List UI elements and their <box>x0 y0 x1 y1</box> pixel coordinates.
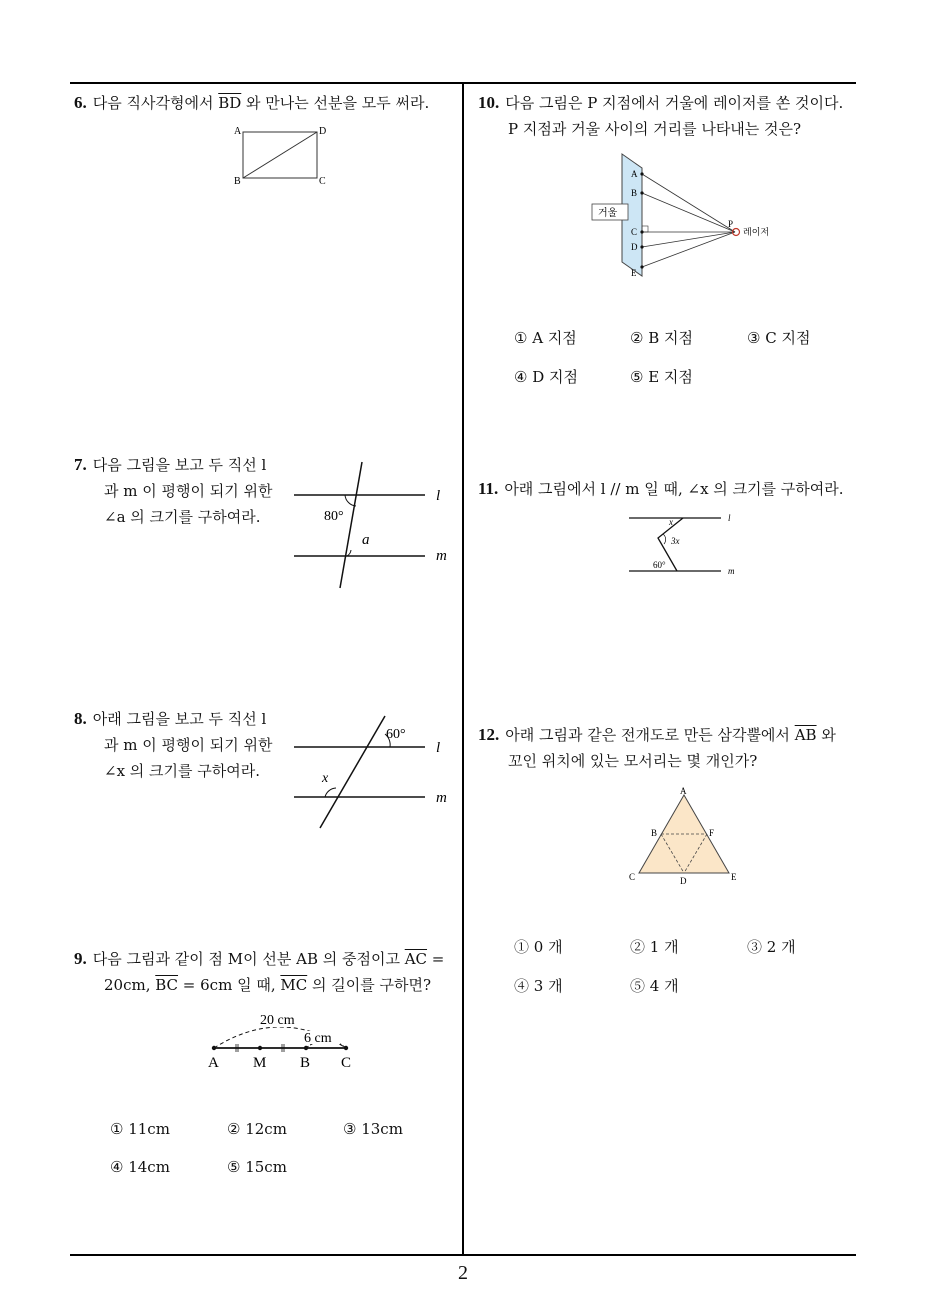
label-6cm: 6 cm <box>304 1031 332 1046</box>
question-number: 7. <box>74 455 87 474</box>
question-text: 20cm, <box>104 976 156 994</box>
choice-2[interactable]: ② 1 개 <box>630 938 679 956</box>
angle-x-label: x <box>322 771 329 786</box>
parallel-lines-figure-8 <box>290 712 460 837</box>
rectangle-figure <box>230 122 330 188</box>
transversal <box>340 462 362 588</box>
label-c: C <box>319 176 326 187</box>
line-l-label: l <box>436 740 441 756</box>
question-text: 다음 그림은 P 지점에서 거울에 레이저를 쏜 것이다. <box>505 94 844 112</box>
question-text: 의 길이를 구하면? <box>307 976 431 994</box>
choice-5[interactable]: ⑤ 4 개 <box>630 977 679 995</box>
choice-5[interactable]: ⑤ E 지점 <box>630 368 693 386</box>
question-9 <box>74 946 458 998</box>
choice-1[interactable]: ① A 지점 <box>514 329 577 347</box>
line-l-label: l <box>436 488 441 504</box>
label-e: E <box>631 268 637 278</box>
label-m: M <box>253 1055 267 1071</box>
label-f: F <box>709 828 715 838</box>
label-d: D <box>631 242 638 252</box>
label-b: B <box>631 188 638 198</box>
label-d: D <box>319 126 327 137</box>
label-c: C <box>631 227 638 237</box>
question-text: 꼬인 위치에 있는 모서리는 몇 개인가? <box>508 752 758 770</box>
label-b: B <box>651 828 658 838</box>
angle-arc-x <box>325 788 336 797</box>
question-7 <box>74 452 294 530</box>
question-text: 과 m 이 평행이 되기 위한 <box>104 736 273 754</box>
label-60: 60° <box>653 560 666 570</box>
point-m <box>258 1046 262 1050</box>
segment-label: $\overline{MC}$ <box>280 976 308 994</box>
question-text: 다음 직사각형에서 <box>92 94 219 112</box>
question-text: 와 만나는 선분을 모두 써라. <box>241 94 430 112</box>
zigzag-figure <box>625 510 755 580</box>
question-number: 10. <box>478 93 500 112</box>
question-text: 아래 그림을 보고 두 직선 l <box>92 710 267 728</box>
choice-1[interactable]: ① 11cm <box>110 1120 170 1138</box>
choice-4[interactable]: ④ 3 개 <box>514 977 563 995</box>
label-d: D <box>680 876 687 886</box>
parallel-lines-figure-7 <box>290 458 460 593</box>
column-divider <box>462 82 464 1256</box>
line-m-label: m <box>436 790 447 806</box>
question-number: 11. <box>478 479 499 498</box>
question-number: 12. <box>478 725 500 744</box>
label-c: C <box>629 872 636 882</box>
laser-label: 레이저 <box>743 227 770 237</box>
question-text: = <box>427 950 445 968</box>
line-l-label: l <box>728 513 731 523</box>
label-a: A <box>631 169 638 179</box>
label-a: A <box>680 786 687 796</box>
question-number: 9. <box>74 949 87 968</box>
angle-60-label: 60° <box>386 727 406 742</box>
question-text: 과 m 이 평행이 되기 위한 <box>104 482 273 500</box>
question-text: 아래 그림과 같은 전개도로 만든 삼각뿔에서 <box>505 726 795 744</box>
line-m-label: m <box>436 548 447 564</box>
label-p: P <box>728 219 734 229</box>
triangle-net-figure <box>625 785 745 890</box>
question-6 <box>74 90 454 116</box>
question-number: 6. <box>74 93 87 112</box>
choice-3[interactable]: ③ 2 개 <box>747 938 796 956</box>
question-text: 다음 그림과 같이 점 M이 선분 AB 의 중점이고 <box>92 950 405 968</box>
question-text: ∠x 의 크기를 구하여라. <box>104 762 261 780</box>
line-m-label: m <box>728 566 735 576</box>
question-8 <box>74 706 294 784</box>
question-text: = 6cm 일 때, <box>178 976 281 994</box>
segment-label: $\overline{BC}$ <box>155 976 179 994</box>
choice-3[interactable]: ③ C 지점 <box>747 329 811 347</box>
label-b: B <box>234 176 241 187</box>
label-e: E <box>731 872 737 882</box>
point-b <box>304 1046 308 1050</box>
label-a: A <box>208 1055 219 1071</box>
choice-4[interactable]: ④ D 지점 <box>514 368 578 386</box>
question-text: 아래 그림에서 l // m 일 때, ∠x 의 크기를 구하여라. <box>504 480 844 498</box>
label-20cm: 20 cm <box>260 1013 295 1028</box>
choice-2[interactable]: ② B 지점 <box>630 329 693 347</box>
question-text: 와 <box>816 726 836 744</box>
angle-a-label: a <box>362 532 370 548</box>
diagonal-bd <box>243 132 317 178</box>
choice-4[interactable]: ④ 14cm <box>110 1158 170 1176</box>
mirror-figure <box>590 150 790 285</box>
question-text: ∠a 의 크기를 구하여라. <box>104 508 261 526</box>
label-3x: 3x <box>671 536 680 546</box>
question-text: 다음 그림을 보고 두 직선 l <box>92 456 267 474</box>
angle-80-label: 80° <box>324 509 344 524</box>
segment-label: $\overline{BD}$ <box>218 94 242 112</box>
question-11 <box>478 476 858 502</box>
question-number: 8. <box>74 709 87 728</box>
segment-figure <box>200 1010 370 1072</box>
page-number: 2 <box>458 1262 468 1284</box>
choice-2[interactable]: ② 12cm <box>227 1120 287 1138</box>
label-c: C <box>341 1055 352 1071</box>
segment-label: $\overline{AB}$ <box>794 726 817 744</box>
question-10 <box>478 90 858 142</box>
mirror-label: 거울 <box>598 208 618 219</box>
choice-5[interactable]: ⑤ 15cm <box>227 1158 287 1176</box>
label-a: A <box>234 126 242 137</box>
question-text: P 지점과 거울 사이의 거리를 나타내는 것은? <box>508 120 802 138</box>
label-x: x <box>669 517 673 527</box>
segment-label: $\overline{AC}$ <box>404 950 428 968</box>
angle-arc-a <box>347 550 351 556</box>
point-c <box>344 1046 348 1050</box>
point-a <box>212 1046 216 1050</box>
question-12 <box>478 722 858 774</box>
choice-3[interactable]: ③ 13cm <box>343 1120 403 1138</box>
choice-1[interactable]: ① 0 개 <box>514 938 563 956</box>
transversal <box>320 716 385 828</box>
label-b: B <box>300 1055 311 1071</box>
